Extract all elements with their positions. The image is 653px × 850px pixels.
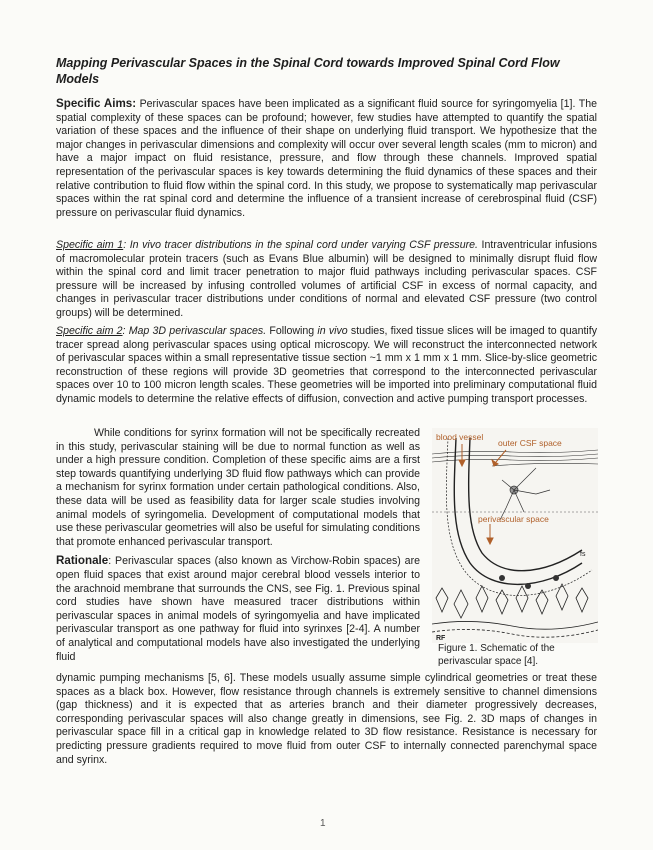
aim1-paragraph [56, 239, 597, 321]
perivascular-schematic-figure [432, 428, 598, 643]
specific-aims-label: Specific Aims: [56, 97, 137, 110]
figure-caption: Figure 1. Schematic of the perivascular space [4]. [438, 643, 555, 667]
rationale-paragraph [56, 554, 420, 664]
figure-label-fs: fs [580, 551, 586, 558]
specific-aims-paragraph [56, 97, 597, 220]
aim2-heading: : Map 3D perivascular spaces. [122, 325, 267, 337]
figure-label-perivascular: perivascular space [478, 514, 549, 524]
rationale-continued: dynamic pumping mechanisms [5, 6]. These models usually assume simple cylindrical geometries or treat these spaces as a black box. However, flow resistance through channels is extremely sensitive to channel dimensions (gap thickness) and it is expected that as arteries branch and their diameter progressively decreases, corresponding perivascular spaces will also change greatly in dimensions, see Fig. 2. 3D maps of changes in perivascular space fill in a critical gap in knowledge related to 3D flow resistance. Resistance is necessary for predicting pressure gradients required to move fluid from outer CSF to internally connected parenchymal space and syrinx. [56, 672, 597, 766]
aim2-label: Specific aim 2 [56, 325, 123, 337]
rationale-text-float: : Perivascular spaces (also known as Virchow-Robin spaces) are open fluid spaces that exist around major cerebral blood vessels interior to the arachnoid membrane that surrounds the CNS, see Fig. 1. Previous spinal cord studies have shown have measured tracer distributions within perivascular spaces in animal models of syringomyelia and have implicated perivascular transport as one pathway for fluid into syrinxes [2-4]. A number of analytical and computational models have also investigated the underlying fluid [56, 555, 420, 663]
aim2-text-italic: in vivo [317, 325, 348, 337]
specific-aims-text: Perivascular spaces have been implicated as a significant fluid source for syringomyelia [1]. The spatial complexity of these spaces can be profound; however, few studies have attempted to quantify the spatial variation of these spaces and the influence of their shape on underlying fluid transport. We hypothesize that the major changes in perivascular dimensions and complexity will occur over several length scales (mm to micron) and have a major impact on fluid resistance, pressure, and flow through these channels. Improved spatial representation of the perivascular spaces is key towards determining the fluid dynamics of these spaces and their relative contribution to fluid flow within the spinal cord. In this study, we propose to systematically map perivascular spaces within the rat spinal cord and determine the influence of a transient increase of cerebrospinal fluid (CSF) pressure on perivascular fluid dynamics. [56, 98, 597, 219]
paper-title: Mapping Perivascular Spaces in the Spinal Cord towards Improved Spinal Cord Flow Models [56, 56, 560, 86]
figure-label-rf: RF [436, 635, 446, 642]
aim1-label: Specific aim 1 [56, 239, 124, 251]
aim1-heading: : In vivo tracer distributions in the spinal cord under varying CSF pressure. [123, 239, 478, 251]
aim2-paragraph [56, 325, 597, 407]
aim1-text: Intraventricular infusions of macromolecular protein tracers (such as Evans Blue albumin) will be designed to minimally disrupt fluid flow within the spinal cord and limit tracer penetration to major fluid pathways including perivascular spaces. CSF pressure will be increased by infusing controlled volumes of artificial CSF in excess of normal capacity, and changes in perivascular tracer distributions under conditions of normal and elevated CSF pressure (two control groups) will be determined. [56, 239, 597, 319]
aim2-text-b: studies, fixed tissue slices will be imaged to quantify tracer spread along perivascular spaces using optical microscopy. We will reconstruct the interconnected network of perivascular spaces within a small representative tissue section ~1 mm x 1 mm x 1 mm. Slice-by-slice geometric reconstruction of these regions will provide 3D geometries that correspond to the interconnected perivascular spaces over 10 to 100 micron length scales. These geometries will be imported into preliminary computational fluid dynamic models to determine the relative effects of diffusion, convection and active pumping transport processes. [56, 325, 597, 405]
rationale-label: Rationale [56, 554, 109, 568]
page-number: 1 [320, 818, 326, 829]
syrinx-paragraph: While conditions for syrinx formation will not be specifically recreated in this study, perivascular staining will be due to normal function as well as under a high pressure condition. Completion of these specific aims are a first step towards quantifying underlying 3D fluid flow pathways which can provide a mechanism for syrinx formation under certain pathological conditions. Also, these data will be used as feasibility data for larger scale studies involving animal models of syringomelia. Development of computational models that use these perivascular geometries will also be useful for simulating conditions that promote enhanced perivascular transport. [56, 427, 420, 548]
aim2-text-a: Following [266, 325, 318, 337]
left-column [56, 427, 420, 664]
figure-label-blood-vessel: blood vessel [436, 432, 484, 442]
figure-label-outer-csf: outer CSF space [498, 438, 562, 448]
